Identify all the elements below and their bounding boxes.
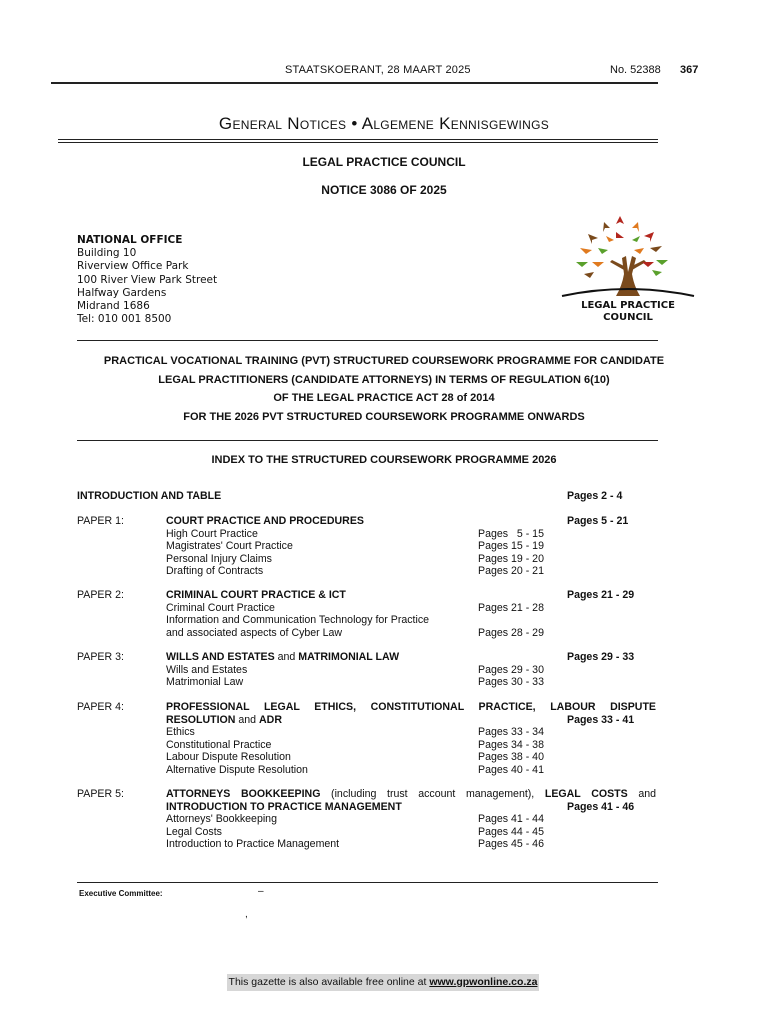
- paper-title-note: (including trust account management),: [320, 788, 545, 800]
- lpc-logo: [558, 212, 698, 324]
- intro-pages: Pages 2 - 4: [567, 490, 623, 502]
- council-name: LEGAL PRACTICE COUNCIL: [302, 155, 466, 169]
- gazette-date: STAATSKOERANT, 28 MAART 2025: [285, 64, 471, 76]
- address-line: Midrand 1686: [77, 300, 150, 313]
- paper-label: PAPER 2:: [77, 589, 124, 601]
- paper-range: Pages 33 - 41: [567, 713, 635, 726]
- logo-caption: [558, 300, 698, 324]
- list-item: Drafting of Contracts: [166, 565, 264, 577]
- paper-title-part: ATTORNEYS BOOKKEEPING: [166, 788, 321, 800]
- heading-line: FOR THE 2026 PVT STRUCTURED COURSEWORK PROGRAMME ONWARDS: [183, 411, 585, 424]
- paper-title-line-1: PROFESSIONAL LEGAL ETHICS, CONSTITUTIONAL PRACTICE, LABOUR DISPUTE: [166, 701, 656, 713]
- heading-rule-top: [77, 340, 658, 341]
- list-item: Information and Communication Technology for Practice: [166, 614, 430, 626]
- list-item: Constitutional Practice: [166, 738, 272, 751]
- list-item: Introduction to Practice Management: [166, 838, 340, 850]
- list-item-pages: Pages 28 - 29: [478, 626, 544, 639]
- list-item: Legal Costs: [166, 825, 222, 838]
- list-item: Ethics: [166, 726, 195, 738]
- heading-line: OF THE LEGAL PRACTICE ACT 28 of 2014: [273, 392, 495, 405]
- gpwonline-link[interactable]: www.gpwonline.co.za: [429, 976, 538, 988]
- national-office-address: [77, 234, 217, 326]
- list-item: Alternative Dispute Resolution: [166, 763, 308, 776]
- list-item-pages: Pages 20 - 21: [478, 565, 544, 577]
- heading-rule-bottom: [77, 440, 658, 441]
- paper-label: PAPER 4:: [77, 701, 124, 713]
- notices-title: General Notices • Algemene Kennisgewings: [218, 114, 550, 133]
- list-item-pages: Pages 5 - 15: [478, 527, 544, 540]
- gazette-number: No. 52388: [610, 64, 661, 76]
- paper-title-part: MATRIMONIAL LAW: [298, 651, 400, 663]
- paper-title-part: WILLS AND ESTATES: [166, 651, 275, 663]
- executive-comma: ,: [245, 909, 248, 920]
- paper-title-line-1: [166, 788, 656, 800]
- paper-range: Pages 29 - 33: [567, 651, 635, 663]
- paper-title: CRIMINAL COURT PRACTICE & ICT: [166, 589, 346, 601]
- logo-line-1: LEGAL PRACTICE: [581, 300, 675, 311]
- list-item-pages: Pages 34 - 38: [478, 738, 544, 751]
- heading-line: LEGAL PRACTITIONERS (CANDIDATE ATTORNEYS) IN TERMS OF REGULATION 6(10): [158, 373, 610, 386]
- address-line: Riverview Office Park: [77, 260, 189, 273]
- list-item-pages: Pages 30 - 33: [478, 676, 544, 688]
- list-item: Wills and Estates: [166, 663, 248, 676]
- list-item: and associated aspects of Cyber Law: [166, 626, 343, 639]
- list-item: Criminal Court Practice: [166, 601, 275, 614]
- address-line: Building 10: [77, 247, 137, 260]
- list-item-pages: Pages 15 - 19: [478, 540, 544, 552]
- executive-dash: –: [258, 886, 264, 897]
- paper-title-conjunction: and: [235, 713, 260, 726]
- notice-number: NOTICE 3086 OF 2025: [321, 183, 447, 197]
- footer-rule: [77, 882, 658, 883]
- paper-title-part: LEGAL COSTS: [544, 788, 628, 800]
- header-rule: [51, 82, 658, 84]
- logo-line-2: COUNCIL: [603, 312, 653, 323]
- title-rule-bottom: [58, 142, 658, 143]
- paper-title-part: ADR: [259, 713, 282, 726]
- list-item: Attorneys' Bookkeeping: [166, 813, 277, 825]
- paper-label: PAPER 1:: [77, 515, 124, 527]
- gazette-footer: [227, 974, 539, 991]
- address-line: Halfway Gardens: [77, 286, 167, 299]
- address-line: Tel: 010 001 8500: [77, 313, 172, 326]
- list-item-pages: Pages 33 - 34: [478, 726, 544, 738]
- paper-title-line-2: INTRODUCTION TO PRACTICE MANAGEMENT: [166, 800, 402, 813]
- executive-committee-label: Executive Committee:: [79, 889, 163, 898]
- address-title: NATIONAL OFFICE: [77, 234, 183, 246]
- list-item-pages: Pages 40 - 41: [478, 763, 544, 776]
- footer-text: This gazette is also available free online at: [228, 976, 430, 988]
- list-item-pages: Pages 44 - 45: [478, 825, 544, 838]
- paper-title: COURT PRACTICE AND PROCEDURES: [166, 515, 364, 527]
- paper-title-part: RESOLUTION: [166, 713, 236, 726]
- paper-title-conjunction: and: [274, 651, 299, 663]
- paper-label: PAPER 3:: [77, 651, 124, 663]
- paper-range: Pages 5 - 21: [567, 515, 629, 527]
- paper-title-conjunction: and: [627, 788, 656, 800]
- title-rule-top: [58, 139, 658, 140]
- list-item: Labour Dispute Resolution: [166, 751, 291, 763]
- list-item-pages: Pages 29 - 30: [478, 663, 544, 676]
- list-item-pages: Pages 45 - 46: [478, 838, 544, 850]
- heading-line: PRACTICAL VOCATIONAL TRAINING (PVT) STRUCTURED COURSEWORK PROGRAMME FOR CANDIDATE: [103, 355, 665, 367]
- list-item-pages: Pages 41 - 44: [478, 813, 544, 825]
- list-item: Personal Injury Claims: [166, 552, 272, 565]
- page-number: 367: [680, 64, 699, 76]
- list-item: Magistrates' Court Practice: [166, 540, 293, 552]
- paper-label: PAPER 5:: [77, 788, 124, 800]
- list-item: Matrimonial Law: [166, 676, 244, 688]
- list-item-pages: Pages 21 - 28: [478, 601, 544, 614]
- paper-title-line-2: [166, 714, 282, 726]
- list-item: High Court Practice: [166, 527, 258, 540]
- list-item-pages: Pages 38 - 40: [478, 751, 544, 763]
- tree-icon: [558, 212, 698, 300]
- paper-title: [166, 651, 399, 663]
- address-line: 100 River View Park Street: [77, 273, 218, 286]
- list-item-pages: Pages 19 - 20: [478, 552, 544, 565]
- index-title: INDEX TO THE STRUCTURED COURSEWORK PROGRAMME 2026: [211, 454, 557, 466]
- intro-label: INTRODUCTION AND TABLE: [77, 490, 222, 502]
- paper-range: Pages 21 - 29: [567, 589, 635, 601]
- paper-range: Pages 41 - 46: [567, 800, 635, 813]
- programme-heading: [70, 352, 698, 427]
